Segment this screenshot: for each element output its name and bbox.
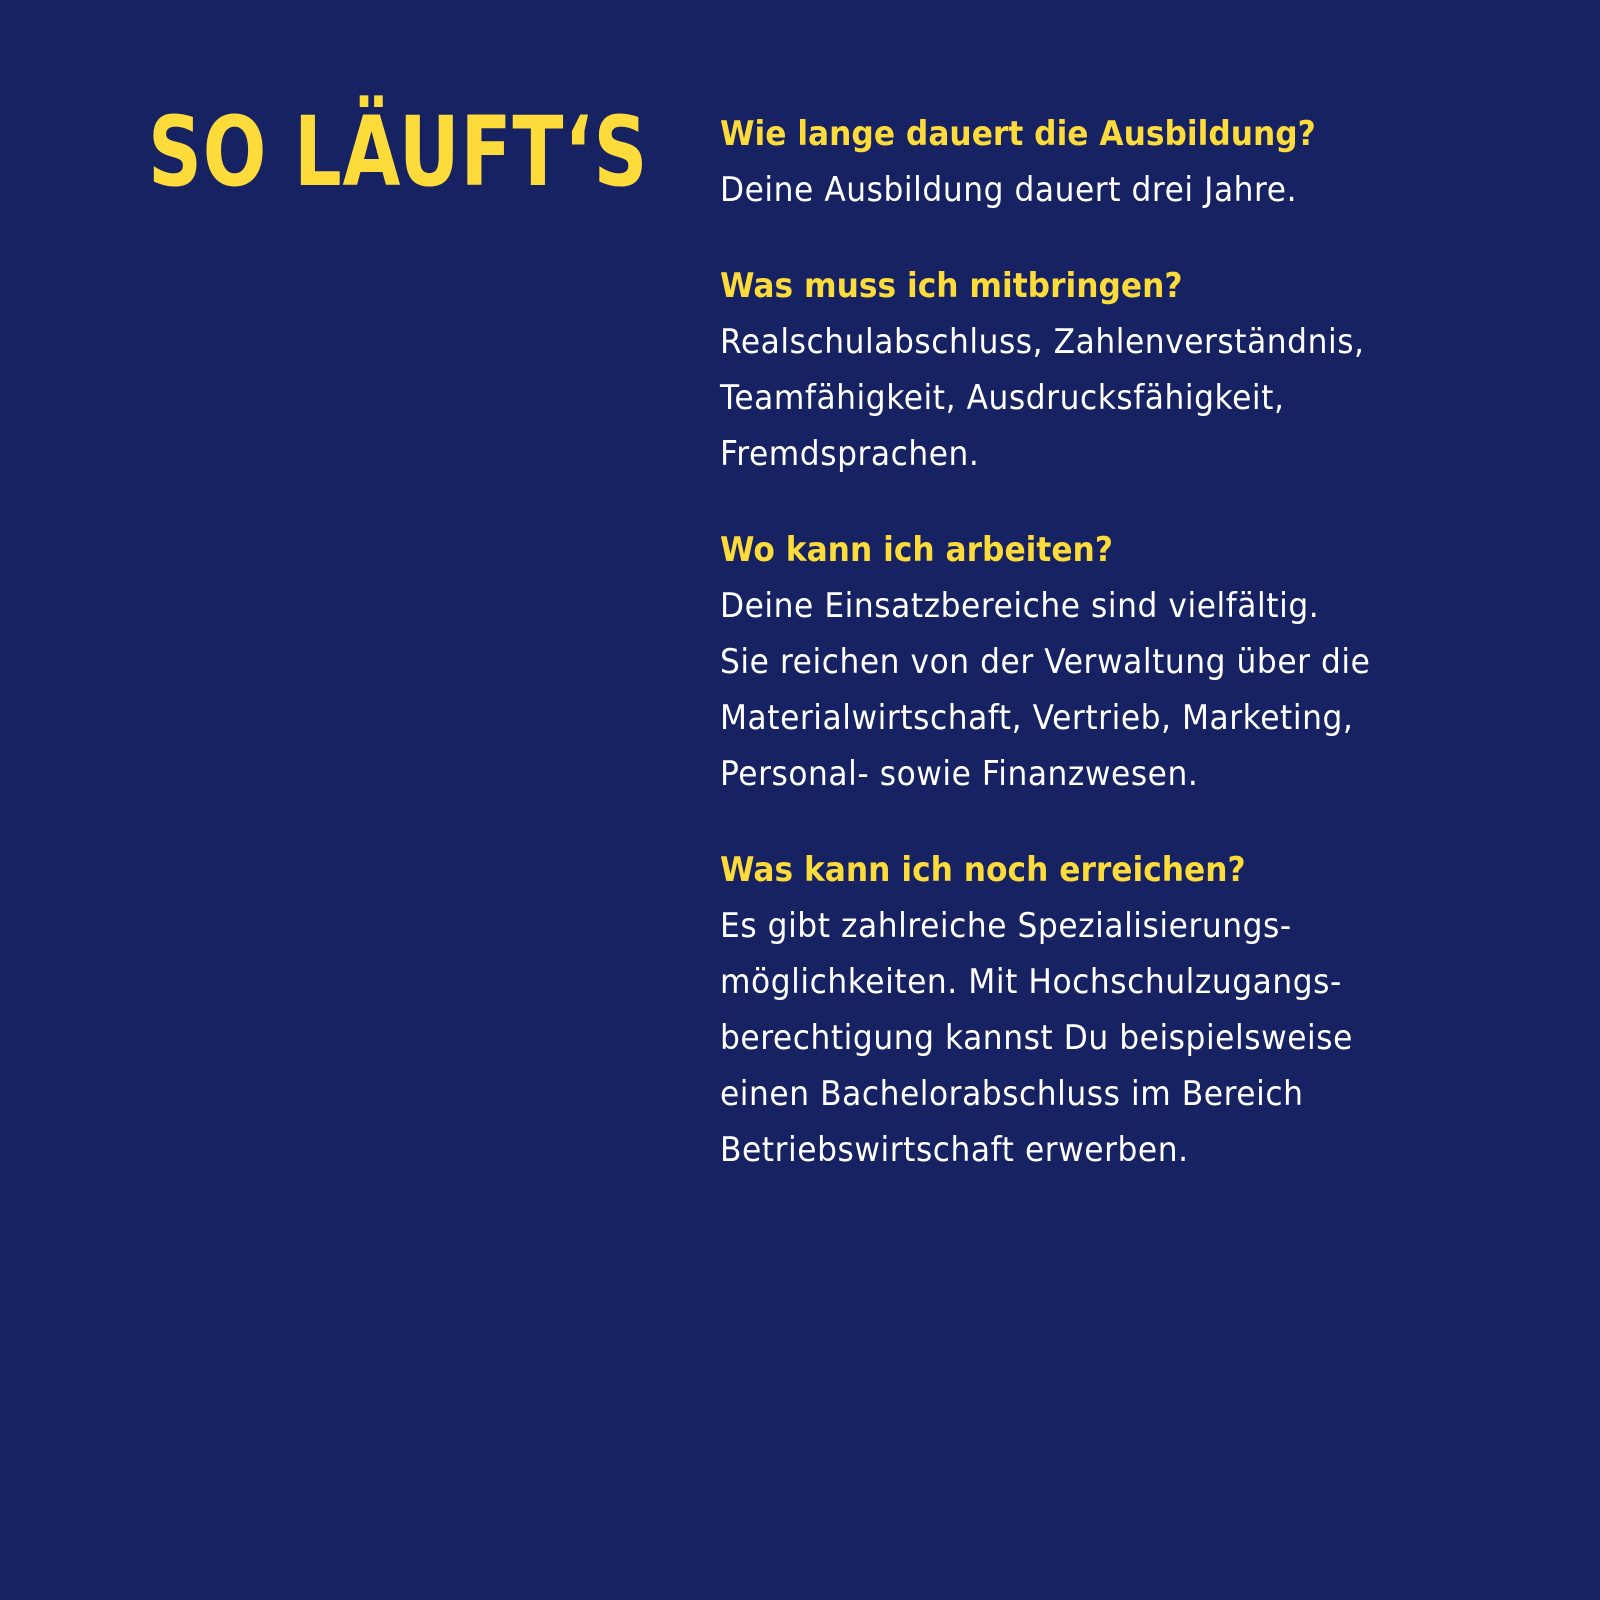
faq-answer-line: Fremdsprachen.: [720, 434, 980, 474]
faq-question: Wie lange dauert die Ausbildung?: [720, 114, 1316, 154]
faq-answer-line: Materialwirtschaft, Vertrieb, Marketing,: [720, 698, 1354, 738]
faq-answer-line: möglichkeiten. Mit Hochschulzugangs-: [720, 962, 1342, 1002]
faq-answer-line: Teamfähigkeit, Ausdrucksfähigkeit,: [720, 378, 1285, 418]
faq-answer-line: Sie reichen von der Verwaltung über die: [720, 642, 1371, 682]
faq-answer-line: Deine Einsatzbereiche sind vielfältig.: [720, 586, 1320, 626]
faq-answer-line: Deine Ausbildung dauert drei Jahre.: [720, 170, 1298, 210]
faq-section-duration: [720, 106, 1500, 218]
faq-answer-line: Betriebswirtschaft erwerben.: [720, 1130, 1189, 1170]
page-title: SO LÄUFT‘S: [148, 96, 649, 208]
faq-answer-line: Es gibt zahlreiche Spezialisierungs-: [720, 906, 1292, 946]
faq-answer-line: einen Bachelorabschluss im Bereich: [720, 1074, 1304, 1114]
faq-section-workplaces: [720, 522, 1500, 802]
faq-question: Wo kann ich arbeiten?: [720, 530, 1113, 570]
faq-section-requirements: [720, 258, 1500, 482]
faq-question: Was muss ich mitbringen?: [720, 266, 1183, 306]
faq-question: Was kann ich noch erreichen?: [720, 850, 1246, 890]
faq-content: [720, 106, 1500, 1218]
faq-answer-line: Personal- sowie Finanzwesen.: [720, 754, 1199, 794]
faq-answer-line: berechtigung kannst Du beispielsweise: [720, 1018, 1353, 1058]
faq-answer-line: Realschulabschluss, Zahlenverständnis,: [720, 322, 1365, 362]
faq-section-career: [720, 842, 1500, 1178]
